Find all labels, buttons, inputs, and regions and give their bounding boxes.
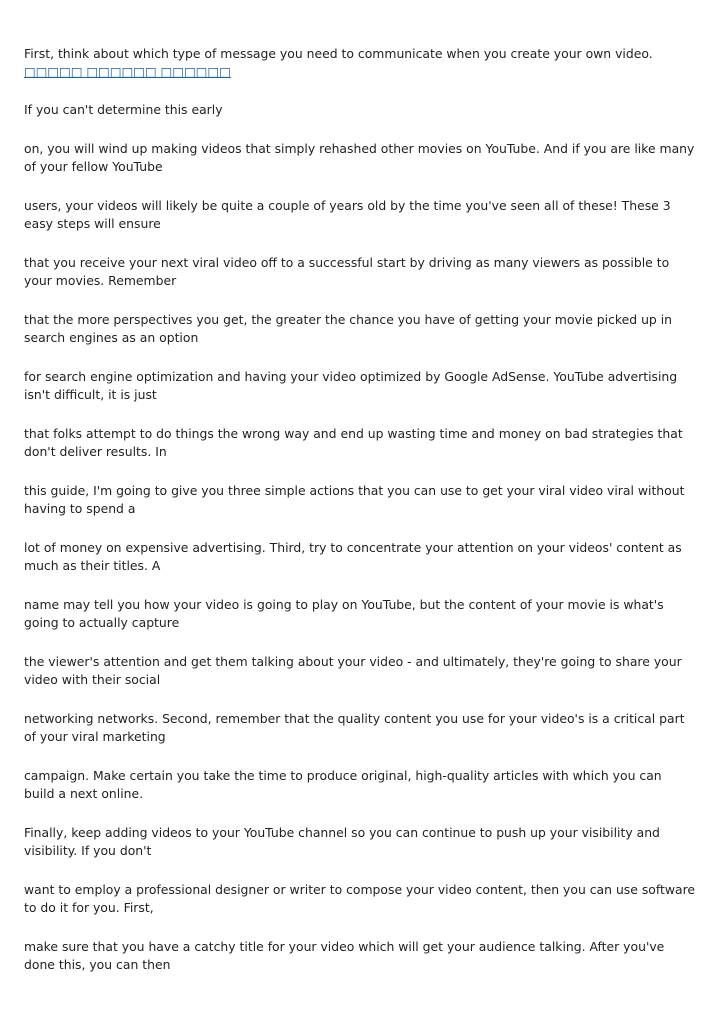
paragraph: name may tell you how your video is going to play on YouTube, but the content of your movie is what's going to actually capture <box>24 597 664 630</box>
paragraph: this guide, I'm going to give you three simple actions that you can use to get your viral video viral without having to spend a <box>24 483 685 516</box>
paragraph: campaign. Make certain you take the time to produce original, high-quality articles with which you can build a next online. <box>24 768 662 801</box>
intro-link[interactable]: □□□□□ □□□□□□ □□□□□□ <box>24 64 231 79</box>
paragraph: the viewer's attention and get them talking about your video - and ultimately, they're going to share your video with their social <box>24 654 682 687</box>
paragraph: that folks attempt to do things the wrong way and end up wasting time and money on bad strategies that don't deliver results. In <box>24 426 683 459</box>
paragraph: that the more perspectives you get, the greater the chance you have of getting your movie picked up in search engines as an option <box>24 312 673 345</box>
paragraph: want to employ a professional designer or writer to compose your video content, then you can use software to do it for you. First, <box>24 882 696 915</box>
paragraph: make sure that you have a catchy title for your video which will get your audience talking. After you've done this, you can then <box>24 939 665 972</box>
paragraph: users, your videos will likely be quite a couple of years old by the time you've seen all of these! These 3 easy steps will ensure <box>24 198 671 231</box>
paragraph: for search engine optimization and having your video optimized by Google AdSense. YouTube advertising isn't difficult, it is just <box>24 369 678 402</box>
paragraph: lot of money on expensive advertising. Third, try to concentrate your attention on your videos' content as much as their titles. A <box>24 540 682 573</box>
intro-paragraph <box>24 45 696 81</box>
paragraph: that you receive your next viral video off to a successful start by driving as many viewers as possible to your movies. Remember <box>24 255 670 288</box>
paragraph: networking networks. Second, remember that the quality content you use for your video's is a critical part of your viral marketing <box>24 711 685 744</box>
intro-text: First, think about which type of message you need to communicate when you create your own video. <box>24 46 653 61</box>
paragraph: If you can't determine this early <box>24 102 223 117</box>
paragraph: on, you will wind up making videos that simply rehashed other movies on YouTube. And if you are like many of your fellow YouTube <box>24 141 695 174</box>
paragraph: Finally, keep adding videos to your YouTube channel so you can continue to push up your visibility and visibility. If you don't <box>24 825 660 858</box>
document-body <box>24 45 696 995</box>
